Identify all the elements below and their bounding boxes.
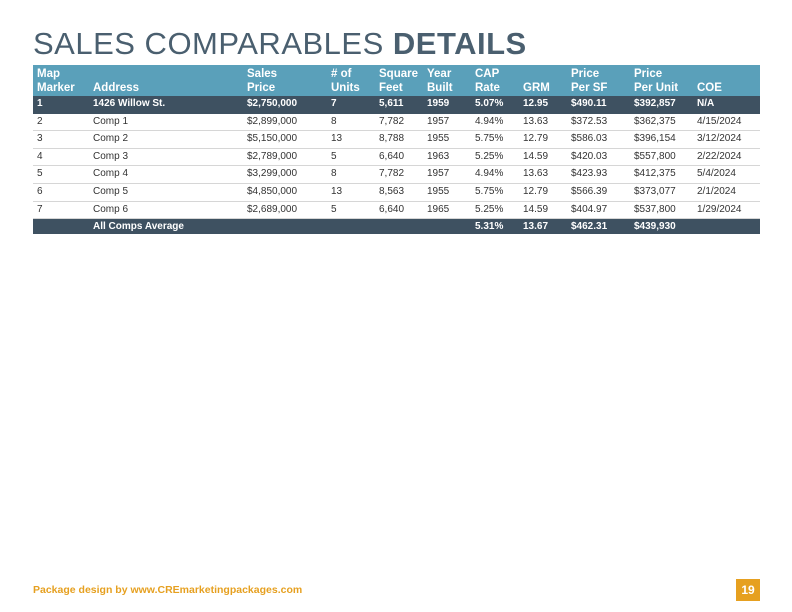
cell-price-per-unit: $362,375 <box>630 113 693 131</box>
footer-credit: Package design by www.CREmarketingpackages.com <box>33 584 303 596</box>
cell-address: Comp 2 <box>89 131 243 149</box>
cell-coe: 3/12/2024 <box>693 131 760 149</box>
cell-grm: 14.59 <box>519 201 567 219</box>
header-built: Built <box>423 81 471 96</box>
cell-address: Comp 6 <box>89 201 243 219</box>
header-cap: CAP <box>471 65 519 81</box>
cell-marker: 6 <box>33 183 89 201</box>
cell-cap-rate: 4.94% <box>471 113 519 131</box>
header-units-label: Units <box>327 81 375 96</box>
sales-comparables-table <box>33 65 760 234</box>
cell-year-built: 1965 <box>423 201 471 219</box>
table-row <box>33 113 760 131</box>
cell-year-built: 1957 <box>423 113 471 131</box>
cell-square-feet: 7,782 <box>375 166 423 184</box>
cell-marker: 3 <box>33 131 89 149</box>
avg-price-per-sf: $462.31 <box>567 219 630 235</box>
cell-price-per-unit: $412,375 <box>630 166 693 184</box>
cell-coe: 2/1/2024 <box>693 183 760 201</box>
cell-cap-rate: 5.07% <box>471 96 519 113</box>
cell-price-per-unit: $557,800 <box>630 148 693 166</box>
cell-grm: 13.63 <box>519 166 567 184</box>
cell-grm: 12.79 <box>519 183 567 201</box>
average-row <box>33 219 760 235</box>
cell-units: 8 <box>327 113 375 131</box>
cell-units: 13 <box>327 183 375 201</box>
table-row <box>33 131 760 149</box>
cell-square-feet: 6,640 <box>375 201 423 219</box>
avg-cell-marker <box>33 219 89 235</box>
cell-grm: 12.79 <box>519 131 567 149</box>
page-title-light: SALES COMPARABLES <box>33 26 384 61</box>
cell-price-per-sf: $420.03 <box>567 148 630 166</box>
cell-sales-price: $5,150,000 <box>243 131 327 149</box>
cell-sales-price: $2,689,000 <box>243 201 327 219</box>
avg-cell-coe <box>693 219 760 235</box>
cell-address: 1426 Willow St. <box>89 96 243 113</box>
cell-sales-price: $2,899,000 <box>243 113 327 131</box>
cell-price-per-sf: $372.53 <box>567 113 630 131</box>
header-per-unit: Per Unit <box>630 81 693 96</box>
avg-price-per-unit: $439,930 <box>630 219 693 235</box>
cell-marker: 1 <box>33 96 89 113</box>
cell-square-feet: 5,611 <box>375 96 423 113</box>
header-price-sf: Price <box>567 65 630 81</box>
table-header <box>33 65 760 96</box>
page-title-bold: DETAILS <box>392 26 527 61</box>
cell-sales-price: $3,299,000 <box>243 166 327 184</box>
cell-price-per-sf: $404.97 <box>567 201 630 219</box>
cell-coe: 5/4/2024 <box>693 166 760 184</box>
cell-cap-rate: 5.25% <box>471 148 519 166</box>
header-sales: Sales <box>243 65 327 81</box>
cell-address: Comp 5 <box>89 183 243 201</box>
header-map: Map <box>33 65 89 81</box>
header-per-sf: Per SF <box>567 81 630 96</box>
avg-cell-square-feet <box>375 219 423 235</box>
subject-row <box>33 96 760 113</box>
table-row <box>33 148 760 166</box>
avg-label: All Comps Average <box>89 219 243 235</box>
header-marker: Marker <box>33 81 89 96</box>
page-number-badge: 19 <box>736 579 760 601</box>
cell-cap-rate: 4.94% <box>471 166 519 184</box>
header-year: Year <box>423 65 471 81</box>
header-grm <box>519 65 567 81</box>
cell-year-built: 1955 <box>423 183 471 201</box>
cell-price-per-unit: $392,857 <box>630 96 693 113</box>
avg-grm: 13.67 <box>519 219 567 235</box>
cell-units: 5 <box>327 148 375 166</box>
table-row <box>33 166 760 184</box>
cell-units: 7 <box>327 96 375 113</box>
cell-coe: N/A <box>693 96 760 113</box>
cell-grm: 14.59 <box>519 148 567 166</box>
cell-square-feet: 8,788 <box>375 131 423 149</box>
cell-price-per-unit: $396,154 <box>630 131 693 149</box>
header-price: Price <box>243 81 327 96</box>
cell-sales-price: $2,750,000 <box>243 96 327 113</box>
header-coe-label: COE <box>693 81 760 96</box>
cell-coe: 4/15/2024 <box>693 113 760 131</box>
cell-units: 13 <box>327 131 375 149</box>
cell-address: Comp 1 <box>89 113 243 131</box>
cell-coe: 1/29/2024 <box>693 201 760 219</box>
cell-square-feet: 7,782 <box>375 113 423 131</box>
cell-price-per-unit: $373,077 <box>630 183 693 201</box>
cell-units: 8 <box>327 166 375 184</box>
header-address-label: Address <box>89 81 243 96</box>
avg-cell-units <box>327 219 375 235</box>
cell-coe: 2/22/2024 <box>693 148 760 166</box>
page-title <box>33 24 527 64</box>
cell-address: Comp 3 <box>89 148 243 166</box>
header-square: Square <box>375 65 423 81</box>
cell-cap-rate: 5.75% <box>471 183 519 201</box>
cell-grm: 13.63 <box>519 113 567 131</box>
header-units: # of <box>327 65 375 81</box>
cell-square-feet: 6,640 <box>375 148 423 166</box>
cell-year-built: 1955 <box>423 131 471 149</box>
cell-square-feet: 8,563 <box>375 183 423 201</box>
cell-cap-rate: 5.25% <box>471 201 519 219</box>
table-row <box>33 201 760 219</box>
cell-price-per-sf: $490.11 <box>567 96 630 113</box>
cell-price-per-sf: $423.93 <box>567 166 630 184</box>
cell-marker: 2 <box>33 113 89 131</box>
header-rate: Rate <box>471 81 519 96</box>
header-address <box>89 65 243 81</box>
header-coe <box>693 65 760 81</box>
cell-units: 5 <box>327 201 375 219</box>
cell-price-per-sf: $566.39 <box>567 183 630 201</box>
cell-price-per-sf: $586.03 <box>567 131 630 149</box>
cell-grm: 12.95 <box>519 96 567 113</box>
header-grm-label: GRM <box>519 81 567 96</box>
cell-year-built: 1957 <box>423 166 471 184</box>
cell-sales-price: $4,850,000 <box>243 183 327 201</box>
cell-address: Comp 4 <box>89 166 243 184</box>
cell-marker: 7 <box>33 201 89 219</box>
table-row <box>33 183 760 201</box>
header-price-unit: Price <box>630 65 693 81</box>
cell-cap-rate: 5.75% <box>471 131 519 149</box>
cell-sales-price: $2,789,000 <box>243 148 327 166</box>
cell-marker: 5 <box>33 166 89 184</box>
avg-cap-rate: 5.31% <box>471 219 519 235</box>
cell-price-per-unit: $537,800 <box>630 201 693 219</box>
header-feet: Feet <box>375 81 423 96</box>
avg-cell-sales-price <box>243 219 327 235</box>
avg-cell-year-built <box>423 219 471 235</box>
cell-year-built: 1963 <box>423 148 471 166</box>
cell-marker: 4 <box>33 148 89 166</box>
cell-year-built: 1959 <box>423 96 471 113</box>
